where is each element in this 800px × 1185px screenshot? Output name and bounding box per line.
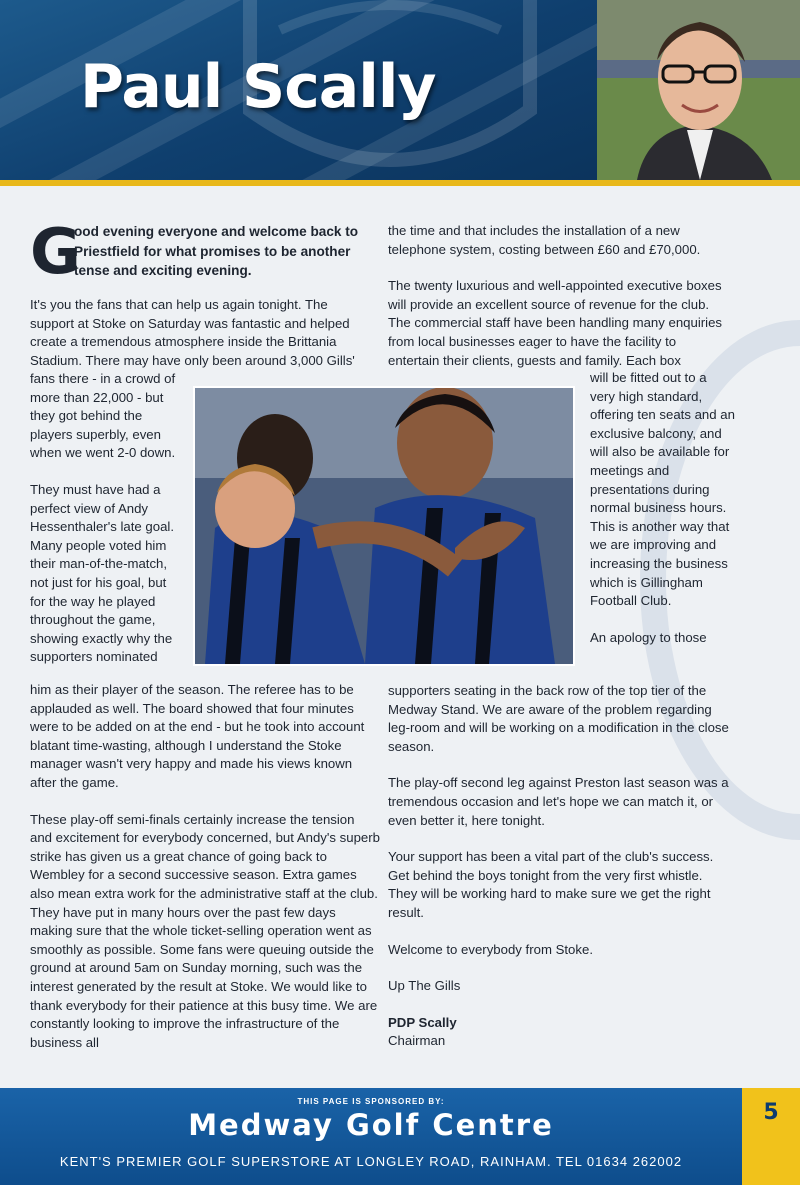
paragraph: fans there - in a crowd of more than 22,000 - but they got behind the players superbly, even when we went 2-0 down. [30,371,176,461]
players-celebration-photo [193,386,575,666]
sponsor-footer [0,1088,742,1185]
right-column-top [388,222,728,370]
paragraph: The play-off second leg against Preston last season was a tremendous occasion and let's hope we can match it, or even better it, here tonight. [388,775,729,828]
paragraph: will be fitted out to a very high standard, offering ten seats and an exclusive balcony, and will also be available for meetings and presentations during normal business hours. This is another way that we are improving and increasing the business which is Gillingham Football Club. [590,370,735,609]
paragraph: him as their player of the season. The referee has to be applauded as well. The board showed that four minutes were to be added on at the end - but he took into account blatant time-wasting, although I understand the Stoke manager wasn't very happy and made his views known after the game. [30,682,365,790]
paragraph: These play-off semi-finals certainly increase the tension and excitement for everybody concerned, but Andy's superb strike has given us a great chance of going back to Wembley for a second successive season. Extra games also mean extra work for the administrative staff at the club. They have put in many hours over the past few days making sure that the whole ticket-selling operation went as smoothly as possible. Some fans were queuing outside the ground at around 5am on Sunday morning, such was the interest generated by the result at Stoke. We would like to thank everybody for their patience at this busy time. We are constantly looking to improve the infrastructure of the business all [30,811,380,1050]
paragraph: Welcome to everybody from Stoke. [388,941,593,957]
page-number-box [742,1088,800,1185]
signature-title: Chairman [388,1033,446,1049]
right-column-wrap [590,369,735,647]
paragraph: supporters seating in the back row of the top tier of the Medway Stand. We are aware of the problem regarding leg-room and will be working on a modification in the close season. [388,683,729,754]
signature-name: PDP Scally [388,1014,457,1030]
paragraph: Up The Gills [388,978,461,994]
paragraph: It's you the fans that can help us again tonight. The support at Stoke on Saturday was fantastic and helped create a tremendous atmosphere inside the Brittania Stadium. There may have only been around 3,000 Gills' [30,297,355,368]
paragraph: They must have had a perfect view of Andy Hessenthaler's late goal. Many people voted him their man-of-the-match, not just for his goal, but for the way he played throughout the game, showing exactly why the supporters nominated [30,481,175,665]
paragraph: Your support has been a vital part of the club's success. Get behind the boys tonight from the very first whistle. They will be working hard to make sure we get the right result. [388,849,714,920]
paragraph: An apology to those [590,629,707,645]
paragraph: the time and that includes the installation of a new telephone system, costing between £60 and £70,000. [388,223,701,257]
left-column-wrap [30,370,180,667]
header-divider [0,180,800,186]
sponsor-label: THIS PAGE IS SPONSORED BY: [297,1097,445,1106]
drop-cap: G [30,215,81,288]
sponsor-name: Medway Golf Centre [188,1108,554,1142]
sponsor-tagline: KENT'S PREMIER GOLF SUPERSTORE AT LONGLEY ROAD, RAINHAM. TEL 01634 262002 [59,1154,683,1169]
portrait-photo [597,0,800,180]
page-title: Paul Scally [80,52,436,122]
right-column-bottom [388,682,733,1051]
paragraph: The twenty luxurious and well-appointed executive boxes will provide an excellent source of revenue for the club. The commercial staff have been handling many enquiries from local businesses eager to have the facility to entertain their clients, guests and family. Each box [388,278,723,368]
page-number: 5 [763,1100,779,1125]
left-column-bottom [30,681,380,1070]
intro-paragraph: ood evening everyone and welcome back to Priestfield for what promises to be another tense and exciting evening. [74,224,359,278]
intro-text [30,215,380,288]
left-column-top [30,296,362,370]
